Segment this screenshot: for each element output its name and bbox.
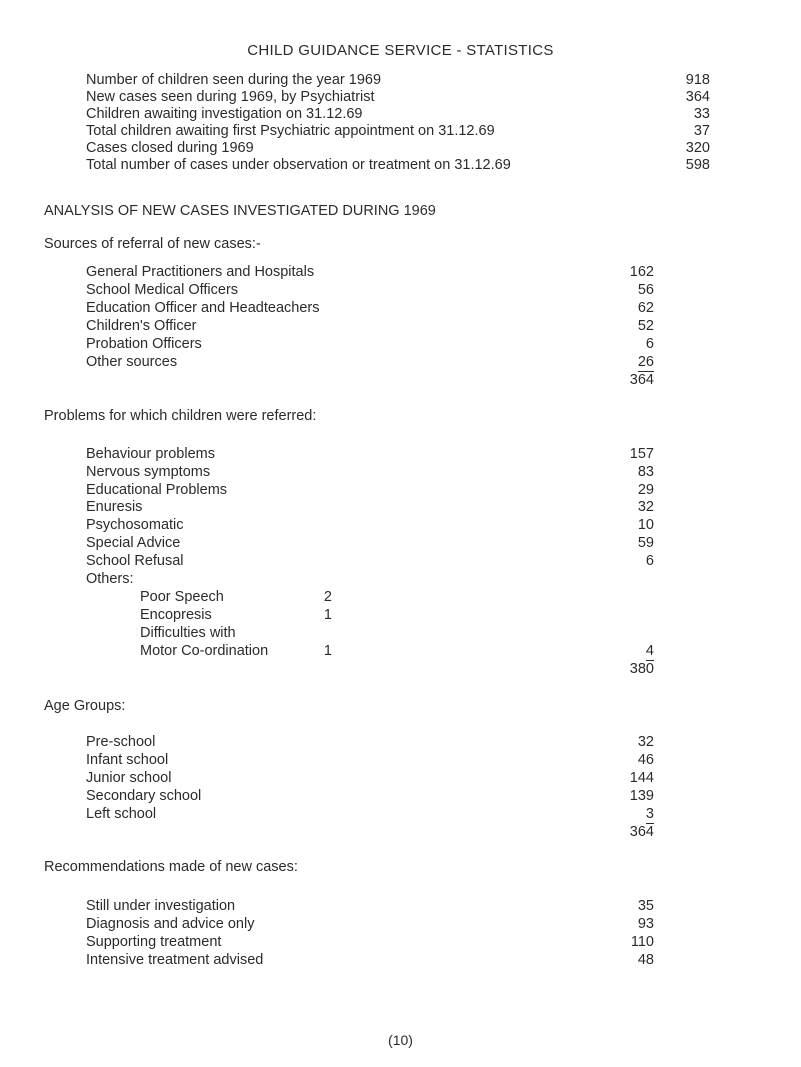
summary-row bbox=[0, 157, 710, 175]
problem-value: 59 bbox=[637, 535, 654, 551]
problem-row bbox=[0, 499, 654, 517]
problem-label: School Refusal bbox=[86, 553, 184, 569]
age-label: Pre-school bbox=[86, 734, 156, 750]
others-item-label: Motor Co-ordination bbox=[140, 643, 269, 659]
problem-value: 10 bbox=[637, 517, 654, 533]
problems-heading: Problems for which children were referred: bbox=[44, 408, 317, 424]
summary-value: 33 bbox=[693, 106, 710, 122]
summary-row bbox=[0, 140, 710, 158]
page-number: (10) bbox=[388, 1032, 413, 1048]
problems-total: 380 bbox=[629, 661, 654, 677]
summary-value: 320 bbox=[685, 140, 710, 156]
others-total-row bbox=[0, 643, 654, 661]
recommendation-value: 93 bbox=[637, 916, 654, 932]
others-item-count: 1 bbox=[323, 607, 332, 623]
referral-label: Probation Officers bbox=[86, 336, 202, 352]
problem-label: Nervous symptoms bbox=[86, 464, 211, 480]
recommendation-label: Diagnosis and advice only bbox=[86, 916, 255, 932]
recommendation-label: Still under investigation bbox=[86, 898, 236, 914]
age-row bbox=[0, 806, 654, 824]
age-value: 3 bbox=[645, 806, 654, 822]
others-item-label: Poor Speech bbox=[140, 589, 224, 605]
problem-value: 157 bbox=[629, 446, 654, 462]
referral-value: 56 bbox=[637, 282, 654, 298]
others-label: Others: bbox=[86, 571, 134, 587]
summary-value: 598 bbox=[685, 157, 710, 173]
recommendation-value: 35 bbox=[637, 898, 654, 914]
age-row bbox=[0, 770, 654, 788]
summary-value: 37 bbox=[693, 123, 710, 139]
age-row bbox=[0, 752, 654, 770]
referral-row bbox=[0, 300, 654, 318]
referral-label: School Medical Officers bbox=[86, 282, 239, 298]
problem-row bbox=[0, 517, 654, 535]
summary-value: 364 bbox=[685, 89, 710, 105]
problem-value: 83 bbox=[637, 464, 654, 480]
recommendation-row bbox=[0, 916, 654, 934]
referral-row bbox=[0, 336, 654, 354]
problem-row bbox=[0, 446, 654, 464]
referral-value: 6 bbox=[645, 336, 654, 352]
others-item-count: 1 bbox=[323, 643, 332, 659]
referral-value: 52 bbox=[637, 318, 654, 334]
referral-row bbox=[0, 318, 654, 336]
age-row bbox=[0, 788, 654, 806]
others-row bbox=[140, 625, 332, 643]
summary-row bbox=[0, 106, 710, 124]
referral-row bbox=[0, 282, 654, 300]
problems-total-row bbox=[0, 661, 654, 679]
others-item-label: Difficulties with bbox=[140, 625, 236, 641]
problem-row bbox=[0, 482, 654, 500]
others-total: 4 bbox=[645, 643, 654, 659]
recommendation-row bbox=[0, 934, 654, 952]
age-label: Secondary school bbox=[86, 788, 202, 804]
recommendation-label: Intensive treatment advised bbox=[86, 952, 264, 968]
summary-label: Children awaiting investigation on 31.12.69 bbox=[86, 106, 363, 122]
referral-total-row bbox=[0, 372, 654, 390]
problem-label: Psychosomatic bbox=[86, 517, 184, 533]
recommendations-heading: Recommendations made of new cases: bbox=[44, 859, 298, 875]
problem-label: Special Advice bbox=[86, 535, 181, 551]
referral-total: 364 bbox=[629, 372, 654, 388]
analysis-heading: ANALYSIS OF NEW CASES INVESTIGATED DURING 1969 bbox=[44, 203, 436, 219]
problem-row bbox=[0, 553, 654, 571]
others-row bbox=[140, 589, 332, 607]
others-item-count: 2 bbox=[323, 589, 332, 605]
recommendation-row bbox=[0, 952, 654, 970]
age-value: 32 bbox=[637, 734, 654, 750]
others-row bbox=[140, 607, 332, 625]
summary-row bbox=[0, 72, 710, 90]
age-label: Infant school bbox=[86, 752, 169, 768]
recommendation-row bbox=[0, 898, 654, 916]
summary-label: Total children awaiting first Psychiatric appointment on 31.12.69 bbox=[86, 123, 495, 139]
problem-row bbox=[0, 535, 654, 553]
recommendation-value: 110 bbox=[630, 934, 654, 950]
problem-value: 32 bbox=[637, 499, 654, 515]
recommendation-label: Supporting treatment bbox=[86, 934, 222, 950]
age-value: 144 bbox=[629, 770, 654, 786]
referral-row bbox=[0, 354, 654, 372]
page-title: CHILD GUIDANCE SERVICE - STATISTICS bbox=[247, 42, 554, 59]
age-label: Left school bbox=[86, 806, 157, 822]
problem-value: 6 bbox=[645, 553, 654, 569]
summary-label: Total number of cases under observation or treatment on 31.12.69 bbox=[86, 157, 511, 173]
referral-value: 26 bbox=[637, 354, 654, 370]
age-total-row bbox=[0, 824, 654, 842]
summary-row bbox=[0, 89, 710, 107]
referral-label: Children's Officer bbox=[86, 318, 197, 334]
summary-label: Number of children seen during the year 1969 bbox=[86, 72, 382, 88]
problem-value: 29 bbox=[637, 482, 654, 498]
referral-row bbox=[0, 264, 654, 282]
summary-row bbox=[0, 123, 710, 141]
summary-value: 918 bbox=[685, 72, 710, 88]
problem-row bbox=[0, 464, 654, 482]
referral-value: 162 bbox=[629, 264, 654, 280]
age-total: 364 bbox=[629, 824, 654, 840]
referral-label: Other sources bbox=[86, 354, 178, 370]
referral-value: 62 bbox=[637, 300, 654, 316]
problem-label: Behaviour problems bbox=[86, 446, 215, 462]
age-groups-heading: Age Groups: bbox=[44, 698, 126, 714]
referral-label: General Practitioners and Hospitals bbox=[86, 264, 315, 280]
problem-label: Enuresis bbox=[86, 499, 143, 515]
age-row bbox=[0, 734, 654, 752]
referral-heading: Sources of referral of new cases:- bbox=[44, 236, 261, 252]
age-value: 46 bbox=[637, 752, 654, 768]
recommendation-value: 48 bbox=[637, 952, 654, 968]
age-value: 139 bbox=[629, 788, 654, 804]
summary-label: New cases seen during 1969, by Psychiatrist bbox=[86, 89, 375, 105]
others-item-label: Encopresis bbox=[140, 607, 212, 623]
problem-label: Educational Problems bbox=[86, 482, 228, 498]
summary-label: Cases closed during 1969 bbox=[86, 140, 254, 156]
age-label: Junior school bbox=[86, 770, 172, 786]
referral-label: Education Officer and Headteachers bbox=[86, 300, 320, 316]
